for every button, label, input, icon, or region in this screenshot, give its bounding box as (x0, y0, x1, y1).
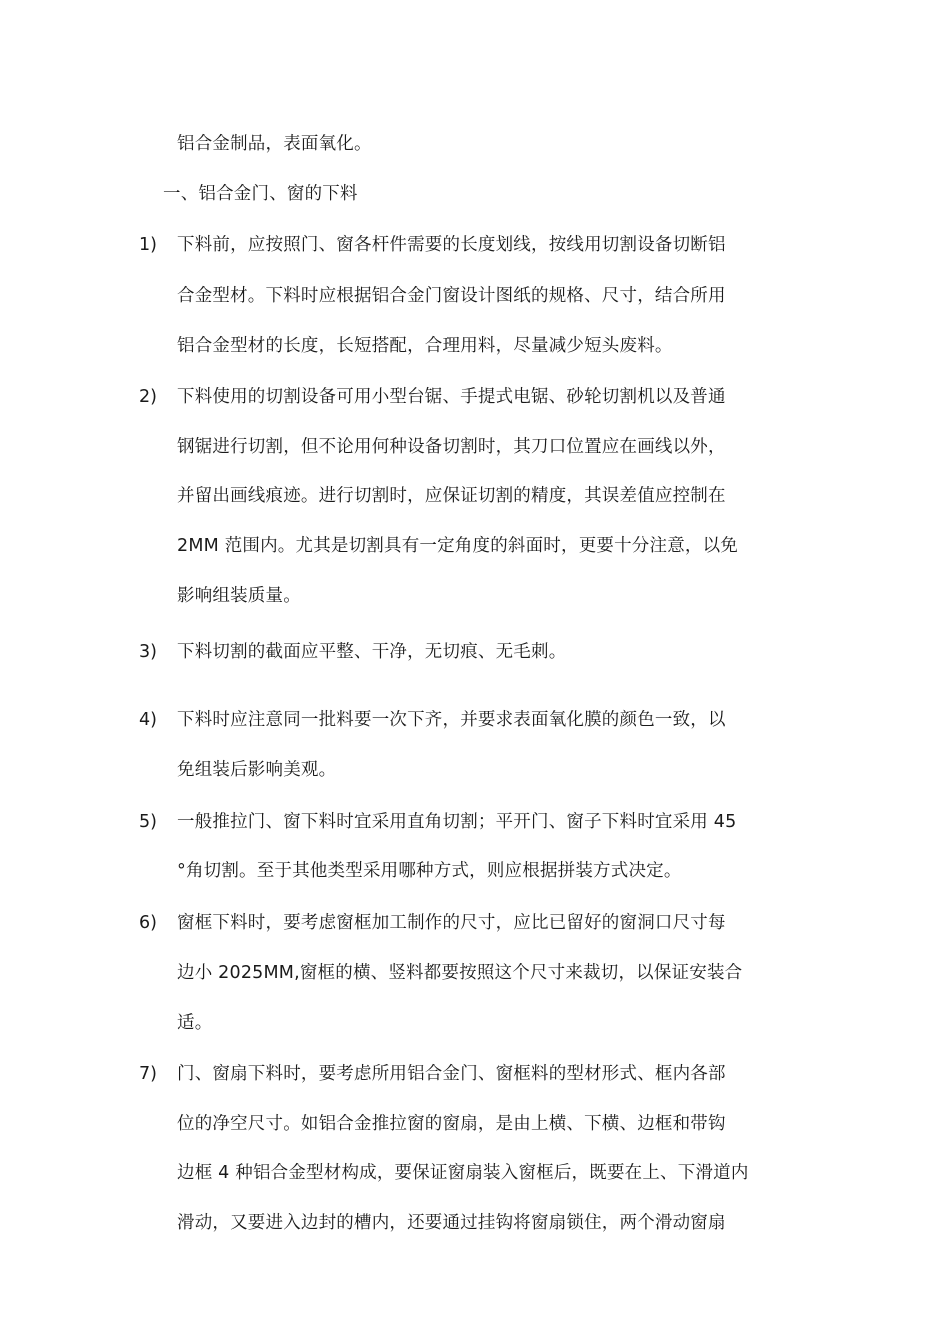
item-text-line: 合金型材。下料时应根据铝合金门窗设计图纸的规格、尺寸，结合所用 (177, 286, 726, 306)
item-text-line: 并留出画线痕迹。进行切割时，应保证切割的精度，其误差值应控制在 (177, 486, 726, 506)
item-text-line: 免组装后影响美观。 (177, 760, 337, 780)
item-text-line: 一般推拉门、窗下料时宜采用直角切割；平开门、窗子下料时宜采用 45 (177, 812, 737, 832)
item-text-line: 适。 (177, 1013, 213, 1033)
item-text-line: 下料使用的切割设备可用小型台锯、手提式电锯、砂轮切割机以及普通 (177, 387, 726, 407)
item-text-line: 门、窗扇下料时，要考虑所用铝合金门、窗框料的型材形式、框内各部 (177, 1064, 726, 1084)
item-number: 3) (139, 642, 157, 662)
item-number: 7) (139, 1064, 157, 1084)
item-number: 4) (139, 710, 157, 730)
item-text-line: 影响组装质量。 (177, 586, 301, 606)
item-text-line: 边小 2025MM,窗框的横、竖料都要按照这个尺寸来裁切，以保证安装合 (177, 963, 743, 983)
item-text-line: 下料时应注意同一批料要一次下齐，并要求表面氧化膜的颜色一致，以 (177, 710, 726, 730)
section-heading: 一、铝合金门、窗的下料 (163, 184, 358, 204)
item-text-line: 下料前，应按照门、窗各杆件需要的长度划线，按线用切割设备切断铝 (177, 235, 726, 255)
item-text-line: 下料切割的截面应平整、干净，无切痕、无毛刺。 (177, 642, 567, 662)
item-number: 1) (139, 235, 157, 255)
item-number: 2) (139, 387, 157, 407)
intro-text: 铝合金制品，表面氧化。 (177, 134, 372, 154)
item-text-line: °角切割。至于其他类型采用哪种方式，则应根据拼装方式决定。 (177, 861, 682, 881)
item-text-line: 滑动，又要进入边封的槽内，还要通过挂钩将窗扇锁住，两个滑动窗扇 (177, 1213, 726, 1233)
item-text-line: 钢锯进行切割，但不论用何种设备切割时，其刀口位置应在画线以外， (177, 437, 726, 457)
item-text-line: 2MM 范围内。尤其是切割具有一定角度的斜面时，更要十分注意，以免 (177, 536, 738, 556)
item-number: 5) (139, 812, 157, 832)
item-number: 6) (139, 913, 157, 933)
item-text-line: 铝合金型材的长度，长短搭配，合理用料，尽量减少短头废料。 (177, 336, 673, 356)
item-text-line: 窗框下料时，要考虑窗框加工制作的尺寸，应比已留好的窗洞口尺寸每 (177, 913, 726, 933)
item-text-line: 位的净空尺寸。如铝合金推拉窗的窗扇，是由上横、下横、边框和带钩 (177, 1114, 726, 1134)
item-text-line: 边框 4 种铝合金型材构成，要保证窗扇装入窗框后，既要在上、下滑道内 (177, 1163, 749, 1183)
